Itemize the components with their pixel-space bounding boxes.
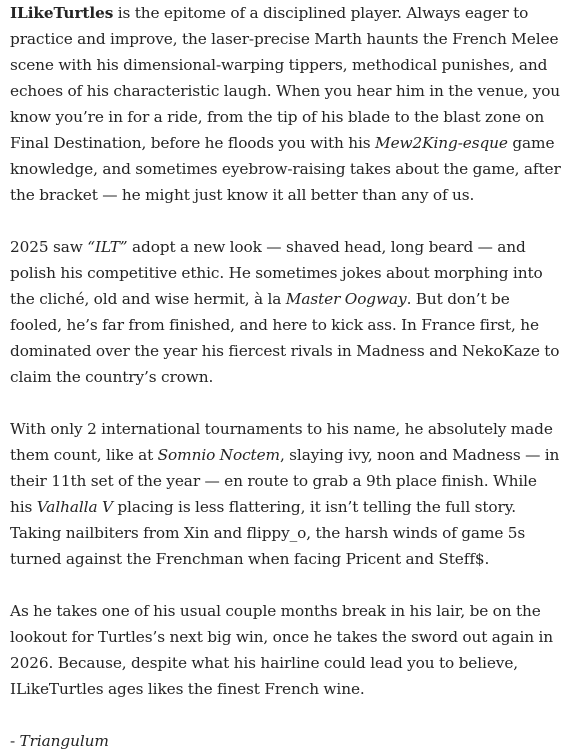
paragraph-intro (10, 0, 562, 208)
italic-run: “ILT” (87, 238, 128, 256)
italic-run: Somnio Noctem (157, 446, 280, 464)
italic-run: Master Oogway (285, 290, 407, 308)
text-run: is the epitome of a disciplined player. Always eager to practice and improve, the laser-precise Marth haunts the French Melee scene with his dimensional-warping tippers, methodical punishes, and echoes of his characteristic laugh. When you hear him in the venue, you know you’re in for a ride, from the tip of his blade to the blast zone on Final Destination, before he floods you with his (10, 4, 561, 152)
paragraph-2025-season (10, 234, 562, 390)
signature-prefix: - (10, 732, 20, 750)
text-run: game knowledge, and sometimes eyebrow-raising takes about the game, after the bracket — he might just know it all better than any of us. (10, 134, 561, 204)
paragraph-outlook (10, 598, 562, 702)
italic-run: Mew2King-esque (375, 134, 508, 152)
text-run: adopt a new look — shaved head, long beard — and polish his competitive ethic. He sometimes jokes about morphing into the cliché, old and wise hermit, à la (10, 238, 543, 308)
paragraph-international (10, 416, 562, 572)
author-signature (10, 728, 562, 754)
text-run: , slaying ivy, noon and Madness — in their 11th set of the year — en route to grab a 9th place finish. While his (10, 446, 560, 516)
text-run: With only 2 international tournaments to his name, he absolutely made them count, like at (10, 420, 553, 464)
text-run: . But don’t be fooled, he’s far from finished, and here to kick ass. In France first, he dominated over the year his fiercest rivals in Madness and NekoKaze to claim the country’s crown. (10, 290, 560, 386)
signature-name: Triangulum (19, 732, 109, 750)
text-run: placing is less flattering, it isn’t telling the full story. Taking nailbiters from Xin and flippy_o, the harsh winds of game 5s turned against the Frenchman when facing Pricent and Steff$. (10, 498, 526, 568)
article-body (10, 0, 562, 754)
text-run: As he takes one of his usual couple months break in his lair, be on the lookout for Turtles’s next big win, once he takes the sword out again in 2026. Because, despite what his hairline could lead you to believe, ILikeTurtles ages likes the finest French wine. (10, 602, 554, 698)
italic-run: Valhalla V (36, 498, 113, 516)
text-run: 2025 saw (10, 238, 88, 256)
bold-run: ILikeTurtles (10, 4, 114, 22)
